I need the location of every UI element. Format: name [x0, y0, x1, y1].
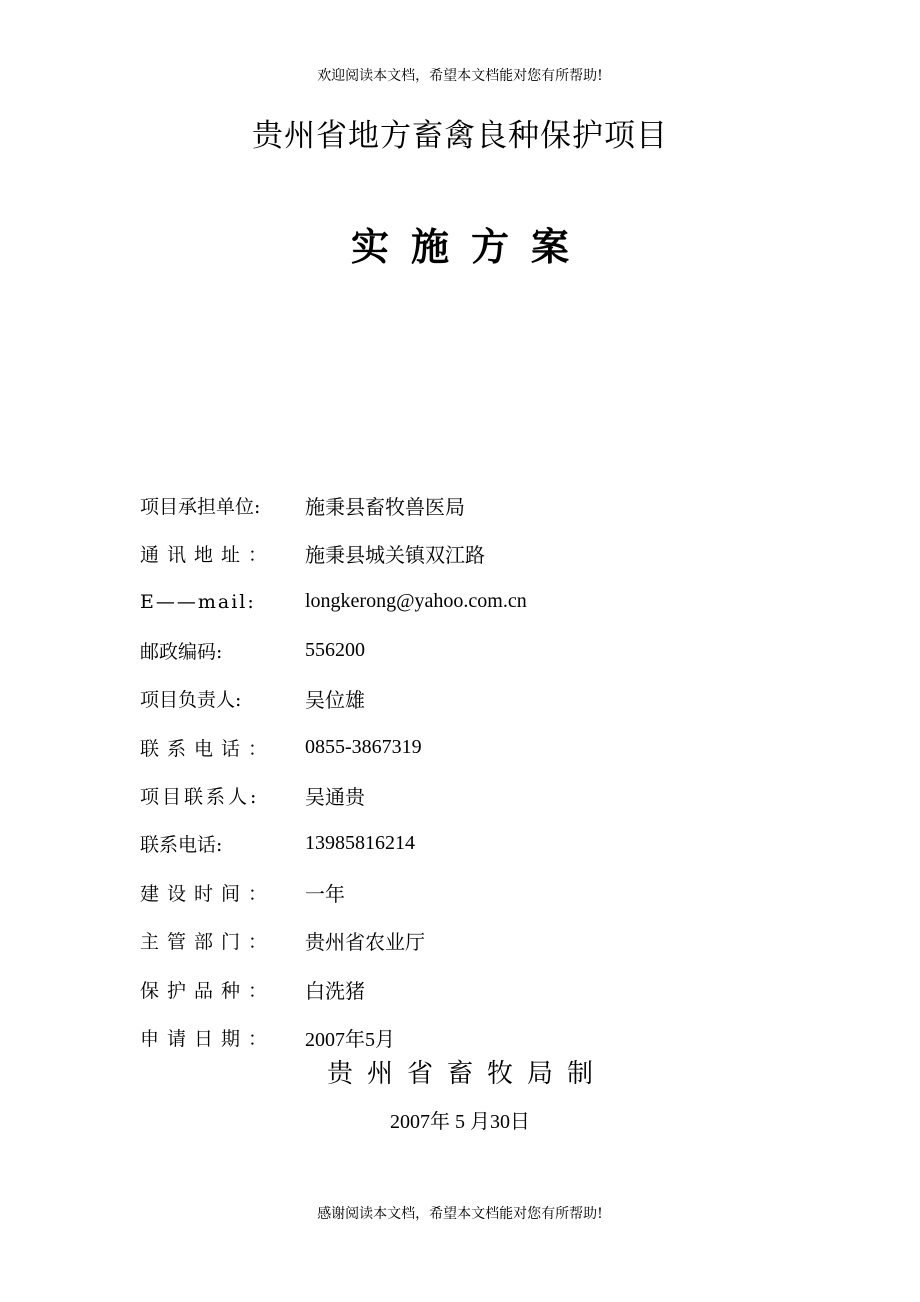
- info-value: longkerong@yahoo.com.cn: [305, 590, 527, 613]
- info-label: 联系电话：: [140, 737, 276, 760]
- info-value: 556200: [305, 638, 365, 661]
- info-label: 项目联系人:: [140, 786, 260, 809]
- info-row-project-leader: [140, 675, 780, 723]
- info-label: 联系电话:: [140, 834, 223, 857]
- info-label: 项目承担单位:: [140, 495, 261, 518]
- info-value: 吴通贵: [305, 787, 365, 810]
- info-value: 13985816214: [305, 832, 415, 855]
- info-value: 白洗猪: [305, 980, 365, 1003]
- info-row-construction-period: [140, 868, 780, 916]
- info-label: 主管部门：: [140, 931, 276, 954]
- info-value: 2007年5月: [305, 1028, 395, 1051]
- info-value: 一年: [305, 883, 345, 906]
- info-row-contact-mobile: [140, 820, 780, 868]
- info-value: 施秉县畜牧兽医局: [305, 496, 465, 519]
- footer-note: 感谢阅读本文档，希望本文档能对您有所帮助!: [317, 1206, 603, 1222]
- issue-date: 2007年 5 月30日: [390, 1111, 530, 1133]
- info-label: 建设时间：: [140, 882, 276, 905]
- info-row-supervising-department: [140, 917, 780, 965]
- info-row-email: [140, 578, 780, 626]
- info-row-postcode: [140, 626, 780, 674]
- document-subtitle: 实施方案: [350, 224, 591, 269]
- header-note: 欢迎阅读本文档，希望本文档能对您有所帮助!: [317, 68, 603, 84]
- info-row-undertaking-unit: [140, 481, 780, 529]
- info-row-address: [140, 529, 780, 577]
- info-value: 施秉县城关镇双江路: [305, 545, 485, 568]
- issuing-authority: 贵州省畜牧局制: [326, 1059, 607, 1089]
- info-row-contact-phone: [140, 723, 780, 771]
- document-title: 贵州省地方畜禽良种保护项目: [252, 118, 668, 154]
- info-label: 申请日期：: [140, 1027, 276, 1050]
- project-info-table: [140, 481, 780, 1062]
- info-row-project-contact: [140, 771, 780, 819]
- info-row-protected-breed: [140, 965, 780, 1013]
- info-label: 邮政编码:: [140, 640, 223, 663]
- info-label: 项目负责人:: [140, 689, 242, 712]
- info-value: 吴位雄: [305, 690, 365, 713]
- info-label: 保护品种：: [140, 979, 276, 1002]
- info-label: E——mail:: [140, 590, 256, 613]
- info-value: 0855-3867319: [305, 735, 422, 758]
- info-value: 贵州省农业厅: [305, 932, 425, 955]
- info-label: 通讯地址：: [140, 544, 276, 567]
